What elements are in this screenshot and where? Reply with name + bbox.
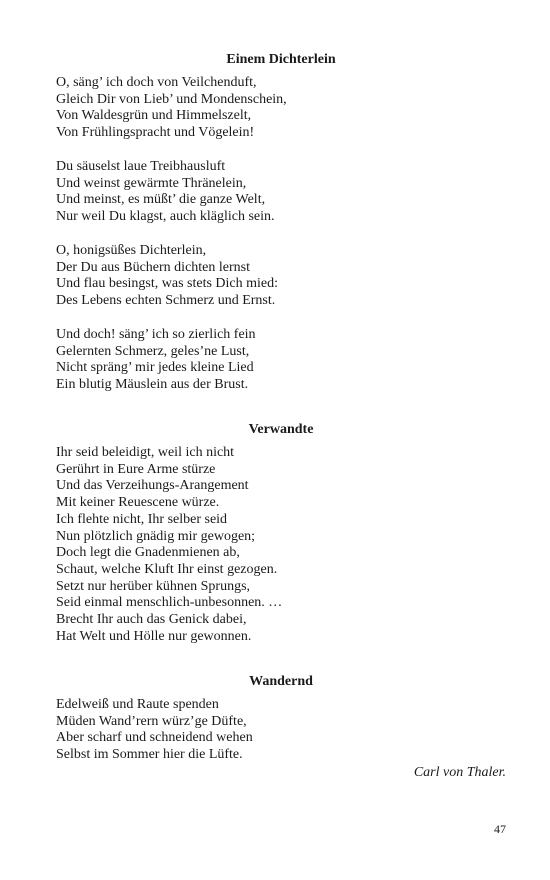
verse-line: Von Frühlingspracht und Vögelein! <box>56 125 255 141</box>
stanza <box>56 159 516 226</box>
stanza <box>56 445 516 645</box>
verse-line: Der Du aus Büchern dichten lernst <box>56 259 250 275</box>
verse-line: Hat Welt und Hölle nur gewonnen. <box>56 628 252 644</box>
verse-line: Und flau besingst, was stets Dich mied: <box>56 276 279 292</box>
verse-line: Nicht spräng’ mir jedes kleine Lied <box>56 360 254 376</box>
verse-line: Ich flehte nicht, Ihr selber seid <box>56 511 228 527</box>
verse-line: Du säuselst laue Treibhausluft <box>56 159 226 174</box>
verse-line: Doch legt die Gnadenmienen ab, <box>56 545 240 561</box>
verse-line: Und weinst gewärmte Thränelein, <box>56 175 247 191</box>
verse-line: Von Waldesgrün und Himmelszelt, <box>56 108 252 124</box>
poem-title: Verwandte <box>248 422 314 437</box>
verse-line: Ein blutig Mäuslein aus der Brust. <box>56 377 249 393</box>
verse-line: Müden Wand’rern würz’ge Düfte, <box>56 713 247 729</box>
verse-line: Mit keiner Reuescene würze. <box>56 495 220 511</box>
verse-line: Selbst im Sommer hier die Lüfte. <box>56 747 243 763</box>
verse-line: Seid einmal menschlich-unbesonnen. … <box>56 595 283 611</box>
stanza <box>56 75 516 142</box>
page-number: 47 <box>494 822 506 836</box>
verse-line: Gelernten Schmerz, geles’ne Lust, <box>56 343 250 359</box>
verse-line: Und das Verzeihungs-Arangement <box>56 478 249 494</box>
verse-line: Gerührt in Eure Arme stürze <box>56 461 216 477</box>
verse-line: Gleich Dir von Lieb’ und Mondenschein, <box>56 91 287 107</box>
verse-line: Aber scharf und schneidend wehen <box>56 730 253 746</box>
verse-line: Des Lebens echten Schmerz und Ernst. <box>56 293 276 309</box>
verse-line: O, honigsüßes Dichterlein, <box>56 243 207 258</box>
verse-line: Schaut, welche Kluft Ihr einst gezogen. <box>56 561 278 577</box>
verse-line: Und doch! säng’ ich so zierlich fein <box>56 327 256 342</box>
verse-line: Setzt nur herüber kühnen Sprungs, <box>56 578 251 594</box>
verse-line: Und meinst, es müßt’ die ganze Welt, <box>56 192 266 208</box>
verse-line: Nur weil Du klagst, auch kläglich sein. <box>56 209 275 225</box>
poem-title: Wandernd <box>249 674 313 689</box>
stanza <box>56 327 516 394</box>
poem-title: Einem Dichterlein <box>226 52 336 67</box>
verse-line: Brecht Ihr auch das Genick dabei, <box>56 612 247 628</box>
stanza <box>56 697 516 764</box>
verse-line: Ihr seid beleidigt, weil ich nicht <box>56 445 235 460</box>
author-signature: Carl von Thaler. <box>413 765 506 780</box>
verse-line: O, säng’ ich doch von Veilchenduft, <box>56 75 257 90</box>
stanza <box>56 243 516 310</box>
verse-line: Edelweiß und Raute spenden <box>56 697 219 712</box>
verse-line: Nun plötzlich gnädig mir gewogen; <box>56 528 256 544</box>
